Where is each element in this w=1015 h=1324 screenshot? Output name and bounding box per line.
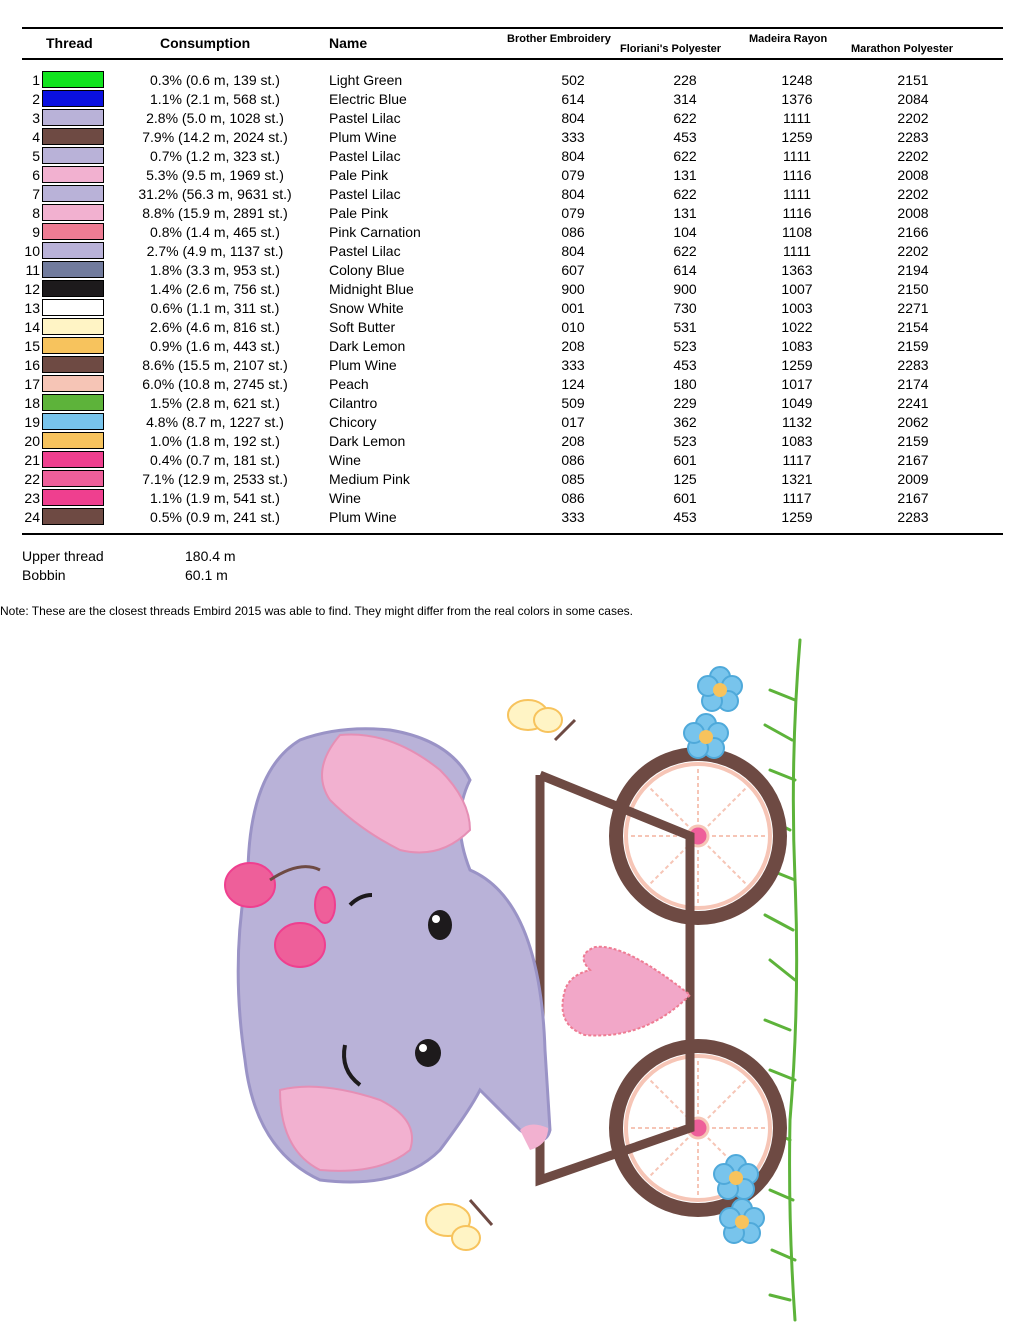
thread-name-cell: Pastel Lilac bbox=[329, 186, 401, 202]
madeira-code-cell: 1321 bbox=[781, 471, 813, 487]
marathon-code-cell: 2202 bbox=[897, 186, 929, 202]
color-swatch bbox=[42, 299, 104, 316]
brother-code-cell: 502 bbox=[561, 72, 585, 88]
brother-code-cell: 208 bbox=[561, 338, 585, 354]
floriani-code-cell: 622 bbox=[673, 186, 697, 202]
header-bottom-rule bbox=[22, 58, 1003, 60]
brother-code-cell: 085 bbox=[561, 471, 585, 487]
madeira-code-cell: 1111 bbox=[782, 110, 812, 126]
thread-number: 21 bbox=[24, 452, 40, 468]
table-top-rule bbox=[22, 27, 1003, 29]
upper-thread-value: 180.4 m bbox=[185, 548, 236, 564]
consumption-cell: 2.8% (5.0 m, 1028 st.) bbox=[146, 110, 284, 126]
brother-code-cell: 017 bbox=[561, 414, 585, 430]
thread-number: 5 bbox=[32, 148, 40, 164]
brother-code-cell: 804 bbox=[561, 148, 585, 164]
color-swatch bbox=[42, 356, 104, 373]
floriani-code-cell: 314 bbox=[673, 91, 697, 107]
thread-name-cell: Peach bbox=[329, 376, 369, 392]
brother-code-cell: 509 bbox=[561, 395, 585, 411]
grass-decoration bbox=[760, 640, 800, 1320]
header-consumption: Consumption bbox=[160, 35, 251, 51]
marathon-code-cell: 2009 bbox=[897, 471, 929, 487]
consumption-cell: 1.8% (3.3 m, 953 st.) bbox=[150, 262, 280, 278]
consumption-cell: 6.0% (10.8 m, 2745 st.) bbox=[142, 376, 288, 392]
madeira-code-cell: 1111 bbox=[782, 243, 812, 259]
consumption-cell: 0.7% (1.2 m, 323 st.) bbox=[150, 148, 280, 164]
marathon-code-cell: 2150 bbox=[897, 281, 929, 297]
color-swatch bbox=[42, 413, 104, 430]
table-row bbox=[0, 488, 1015, 507]
floriani-code-cell: 601 bbox=[673, 452, 697, 468]
thread-number: 16 bbox=[24, 357, 40, 373]
consumption-cell: 7.9% (14.2 m, 2024 st.) bbox=[142, 129, 288, 145]
table-row bbox=[0, 89, 1015, 108]
thread-name-cell: Plum Wine bbox=[329, 357, 397, 373]
consumption-cell: 31.2% (56.3 m, 9631 st.) bbox=[138, 186, 292, 202]
marathon-code-cell: 2159 bbox=[897, 433, 929, 449]
consumption-cell: 8.8% (15.9 m, 2891 st.) bbox=[142, 205, 288, 221]
heart-shape bbox=[563, 947, 691, 1036]
floriani-code-cell: 622 bbox=[673, 243, 697, 259]
madeira-code-cell: 1116 bbox=[782, 167, 812, 183]
color-swatch bbox=[42, 489, 104, 506]
table-row bbox=[0, 203, 1015, 222]
madeira-code-cell: 1022 bbox=[781, 319, 813, 335]
header-marathon: Marathon Polyester bbox=[851, 43, 954, 55]
table-row bbox=[0, 469, 1015, 488]
madeira-code-cell: 1003 bbox=[781, 300, 813, 316]
brother-code-cell: 333 bbox=[561, 357, 585, 373]
consumption-cell: 0.6% (1.1 m, 311 st.) bbox=[150, 300, 280, 316]
table-row bbox=[0, 317, 1015, 336]
upper-wheel bbox=[616, 754, 780, 918]
marathon-code-cell: 2062 bbox=[897, 414, 929, 430]
floriani-code-cell: 362 bbox=[673, 414, 697, 430]
consumption-cell: 2.7% (4.9 m, 1137 st.) bbox=[146, 243, 284, 259]
thread-name-cell: Pastel Lilac bbox=[329, 148, 401, 164]
consumption-cell: 7.1% (12.9 m, 2533 st.) bbox=[142, 471, 288, 487]
floriani-code-cell: 523 bbox=[673, 433, 697, 449]
thread-number: 8 bbox=[32, 205, 40, 221]
consumption-cell: 1.0% (1.8 m, 192 st.) bbox=[150, 433, 280, 449]
floriani-code-cell: 228 bbox=[673, 72, 697, 88]
marathon-code-cell: 2084 bbox=[897, 91, 929, 107]
table-row bbox=[0, 507, 1015, 526]
color-swatch bbox=[42, 204, 104, 221]
madeira-code-cell: 1363 bbox=[781, 262, 813, 278]
floriani-code-cell: 601 bbox=[673, 490, 697, 506]
color-swatch bbox=[42, 223, 104, 240]
table-row bbox=[0, 431, 1015, 450]
marathon-code-cell: 2271 bbox=[897, 300, 929, 316]
lower-wheel bbox=[616, 1046, 780, 1210]
thread-name-cell: Pale Pink bbox=[329, 205, 389, 221]
marathon-code-cell: 2202 bbox=[897, 110, 929, 126]
madeira-code-cell: 1117 bbox=[782, 490, 812, 506]
floriani-code-cell: 131 bbox=[673, 205, 697, 221]
marathon-code-cell: 2008 bbox=[897, 205, 929, 221]
table-row bbox=[0, 260, 1015, 279]
thread-name-cell: Electric Blue bbox=[329, 91, 407, 107]
table-row bbox=[0, 70, 1015, 89]
marathon-code-cell: 2202 bbox=[897, 243, 929, 259]
color-swatch bbox=[42, 280, 104, 297]
floriani-code-cell: 453 bbox=[673, 357, 697, 373]
color-swatch bbox=[42, 71, 104, 88]
bobbin-label: Bobbin bbox=[22, 567, 66, 583]
floriani-code-cell: 125 bbox=[673, 471, 697, 487]
thread-name-cell: Dark Lemon bbox=[329, 338, 406, 354]
embroidery-design-preview bbox=[200, 630, 820, 1324]
madeira-code-cell: 1111 bbox=[782, 186, 812, 202]
marathon-code-cell: 2167 bbox=[897, 452, 929, 468]
table-row bbox=[0, 412, 1015, 431]
thread-number: 19 bbox=[24, 414, 40, 430]
table-row bbox=[0, 336, 1015, 355]
table-row bbox=[0, 393, 1015, 412]
color-swatch bbox=[42, 470, 104, 487]
brother-code-cell: 001 bbox=[561, 300, 585, 316]
madeira-code-cell: 1017 bbox=[781, 376, 813, 392]
brother-code-cell: 614 bbox=[561, 91, 585, 107]
table-row bbox=[0, 450, 1015, 469]
color-swatch bbox=[42, 109, 104, 126]
butterfly-bottom bbox=[426, 1200, 492, 1250]
thread-number: 13 bbox=[24, 300, 40, 316]
thread-number: 23 bbox=[24, 490, 40, 506]
table-row bbox=[0, 279, 1015, 298]
thread-name-cell: Wine bbox=[329, 490, 361, 506]
consumption-cell: 2.6% (4.6 m, 816 st.) bbox=[150, 319, 280, 335]
thread-number: 3 bbox=[32, 110, 40, 126]
color-swatch bbox=[42, 242, 104, 259]
color-swatch bbox=[42, 508, 104, 525]
table-row bbox=[0, 184, 1015, 203]
table-row bbox=[0, 374, 1015, 393]
brother-code-cell: 086 bbox=[561, 490, 585, 506]
color-swatch bbox=[42, 394, 104, 411]
consumption-cell: 0.4% (0.7 m, 181 st.) bbox=[150, 452, 280, 468]
marathon-code-cell: 2167 bbox=[897, 490, 929, 506]
thread-number: 1 bbox=[32, 72, 40, 88]
consumption-cell: 1.4% (2.6 m, 756 st.) bbox=[150, 281, 280, 297]
madeira-code-cell: 1117 bbox=[782, 452, 812, 468]
marathon-code-cell: 2283 bbox=[897, 357, 929, 373]
color-swatch bbox=[42, 90, 104, 107]
brother-code-cell: 333 bbox=[561, 129, 585, 145]
madeira-code-cell: 1259 bbox=[781, 129, 813, 145]
thread-name-cell: Soft Butter bbox=[329, 319, 396, 335]
thread-name-cell: Midnight Blue bbox=[329, 281, 414, 297]
marathon-code-cell: 2241 bbox=[897, 395, 929, 411]
thread-number: 2 bbox=[32, 91, 40, 107]
marathon-code-cell: 2008 bbox=[897, 167, 929, 183]
thread-number: 14 bbox=[24, 319, 40, 335]
thread-name-cell: Plum Wine bbox=[329, 509, 397, 525]
thread-number: 9 bbox=[32, 224, 40, 240]
floriani-code-cell: 453 bbox=[673, 129, 697, 145]
brother-code-cell: 804 bbox=[561, 243, 585, 259]
elephant bbox=[225, 729, 550, 1182]
madeira-code-cell: 1083 bbox=[781, 433, 813, 449]
madeira-code-cell: 1049 bbox=[781, 395, 813, 411]
header-name: Name bbox=[329, 35, 368, 51]
madeira-code-cell: 1132 bbox=[781, 414, 813, 430]
marathon-code-cell: 2283 bbox=[897, 129, 929, 145]
brother-code-cell: 333 bbox=[561, 509, 585, 525]
thread-name-cell: Light Green bbox=[329, 72, 403, 88]
floriani-code-cell: 730 bbox=[673, 300, 697, 316]
table-row bbox=[0, 298, 1015, 317]
brother-code-cell: 079 bbox=[561, 167, 585, 183]
color-swatch bbox=[42, 261, 104, 278]
butterfly-top bbox=[508, 700, 575, 740]
brother-code-cell: 607 bbox=[561, 262, 585, 278]
table-row bbox=[0, 146, 1015, 165]
floriani-code-cell: 104 bbox=[673, 224, 697, 240]
table-row bbox=[0, 127, 1015, 146]
color-swatch bbox=[42, 318, 104, 335]
table-bottom-rule bbox=[22, 533, 1003, 535]
upper-thread-label: Upper thread bbox=[22, 548, 104, 564]
thread-name-cell: Pale Pink bbox=[329, 167, 389, 183]
header-floriani: Floriani's Polyester bbox=[620, 43, 722, 55]
marathon-code-cell: 2174 bbox=[897, 376, 929, 392]
floriani-code-cell: 523 bbox=[673, 338, 697, 354]
thread-name-cell: Colony Blue bbox=[329, 262, 405, 278]
consumption-cell: 1.1% (1.9 m, 541 st.) bbox=[150, 490, 280, 506]
brother-code-cell: 900 bbox=[561, 281, 585, 297]
color-swatch bbox=[42, 375, 104, 392]
thread-name-cell: Plum Wine bbox=[329, 129, 397, 145]
color-swatch bbox=[42, 166, 104, 183]
consumption-cell: 1.5% (2.8 m, 621 st.) bbox=[150, 395, 280, 411]
brother-code-cell: 010 bbox=[561, 319, 585, 335]
thread-number: 20 bbox=[24, 433, 40, 449]
marathon-code-cell: 2166 bbox=[897, 224, 929, 240]
thread-number: 22 bbox=[24, 471, 40, 487]
bobbin-value: 60.1 m bbox=[185, 567, 228, 583]
marathon-code-cell: 2151 bbox=[897, 72, 929, 88]
thread-number: 4 bbox=[32, 129, 40, 145]
thread-number: 10 bbox=[24, 243, 40, 259]
thread-number: 7 bbox=[32, 186, 40, 202]
thread-name-cell: Pastel Lilac bbox=[329, 110, 401, 126]
table-row bbox=[0, 355, 1015, 374]
marathon-code-cell: 2154 bbox=[897, 319, 929, 335]
marathon-code-cell: 2194 bbox=[897, 262, 929, 278]
thread-number: 11 bbox=[25, 262, 40, 278]
brother-code-cell: 208 bbox=[561, 433, 585, 449]
thread-number: 17 bbox=[24, 376, 40, 392]
madeira-code-cell: 1111 bbox=[782, 148, 812, 164]
brother-code-cell: 086 bbox=[561, 224, 585, 240]
floriani-code-cell: 453 bbox=[673, 509, 697, 525]
madeira-code-cell: 1116 bbox=[782, 205, 812, 221]
table-row bbox=[0, 222, 1015, 241]
header-brother: Brother Embroidery bbox=[507, 33, 611, 45]
consumption-cell: 1.1% (2.1 m, 568 st.) bbox=[150, 91, 280, 107]
header-madeira: Madeira Rayon bbox=[749, 33, 828, 45]
consumption-cell: 0.5% (0.9 m, 241 st.) bbox=[150, 509, 280, 525]
consumption-cell: 4.8% (8.7 m, 1227 st.) bbox=[146, 414, 284, 430]
thread-name-cell: Pastel Lilac bbox=[329, 243, 401, 259]
brother-code-cell: 086 bbox=[561, 452, 585, 468]
consumption-cell: 5.3% (9.5 m, 1969 st.) bbox=[146, 167, 284, 183]
floriani-code-cell: 131 bbox=[673, 167, 697, 183]
thread-name-cell: Pink Carnation bbox=[329, 224, 421, 240]
floriani-code-cell: 180 bbox=[673, 376, 697, 392]
floriani-code-cell: 531 bbox=[673, 319, 697, 335]
color-swatch bbox=[42, 128, 104, 145]
marathon-code-cell: 2202 bbox=[897, 148, 929, 164]
header-thread: Thread bbox=[46, 35, 93, 51]
color-swatch bbox=[42, 185, 104, 202]
brother-code-cell: 804 bbox=[561, 110, 585, 126]
madeira-code-cell: 1259 bbox=[781, 509, 813, 525]
consumption-cell: 0.3% (0.6 m, 139 st.) bbox=[150, 72, 280, 88]
floriani-code-cell: 622 bbox=[673, 148, 697, 164]
floriani-code-cell: 622 bbox=[673, 110, 697, 126]
color-swatch bbox=[42, 147, 104, 164]
madeira-code-cell: 1248 bbox=[781, 72, 813, 88]
consumption-cell: 0.9% (1.6 m, 443 st.) bbox=[150, 338, 280, 354]
madeira-code-cell: 1007 bbox=[781, 281, 813, 297]
thread-number: 6 bbox=[32, 167, 40, 183]
madeira-code-cell: 1259 bbox=[781, 357, 813, 373]
floriani-code-cell: 229 bbox=[673, 395, 697, 411]
thread-number: 18 bbox=[24, 395, 40, 411]
thread-name-cell: Wine bbox=[329, 452, 361, 468]
brother-code-cell: 124 bbox=[561, 376, 585, 392]
thread-name-cell: Cilantro bbox=[329, 395, 378, 411]
table-row bbox=[0, 108, 1015, 127]
brother-code-cell: 804 bbox=[561, 186, 585, 202]
color-swatch bbox=[42, 337, 104, 354]
marathon-code-cell: 2159 bbox=[897, 338, 929, 354]
table-row bbox=[0, 165, 1015, 184]
thread-name-cell: Chicory bbox=[329, 414, 377, 430]
thread-name-cell: Dark Lemon bbox=[329, 433, 406, 449]
floriani-code-cell: 614 bbox=[673, 262, 697, 278]
consumption-cell: 8.6% (15.5 m, 2107 st.) bbox=[142, 357, 288, 373]
table-row bbox=[0, 241, 1015, 260]
brother-code-cell: 079 bbox=[561, 205, 585, 221]
thread-number: 24 bbox=[24, 509, 40, 525]
thread-name-cell: Snow White bbox=[329, 300, 404, 316]
consumption-cell: 0.8% (1.4 m, 465 st.) bbox=[150, 224, 280, 240]
floriani-code-cell: 900 bbox=[673, 281, 697, 297]
marathon-code-cell: 2283 bbox=[897, 509, 929, 525]
color-swatch bbox=[42, 432, 104, 449]
madeira-code-cell: 1376 bbox=[781, 91, 813, 107]
thread-number: 15 bbox=[24, 338, 40, 354]
madeira-code-cell: 1083 bbox=[781, 338, 813, 354]
thread-number: 12 bbox=[24, 281, 40, 297]
disclaimer-note: Note: These are the closest threads Embird 2015 was able to find. They might differ from the real colors in some cases. bbox=[0, 604, 633, 618]
madeira-code-cell: 1108 bbox=[781, 224, 813, 240]
color-swatch bbox=[42, 451, 104, 468]
thread-name-cell: Medium Pink bbox=[329, 471, 410, 487]
